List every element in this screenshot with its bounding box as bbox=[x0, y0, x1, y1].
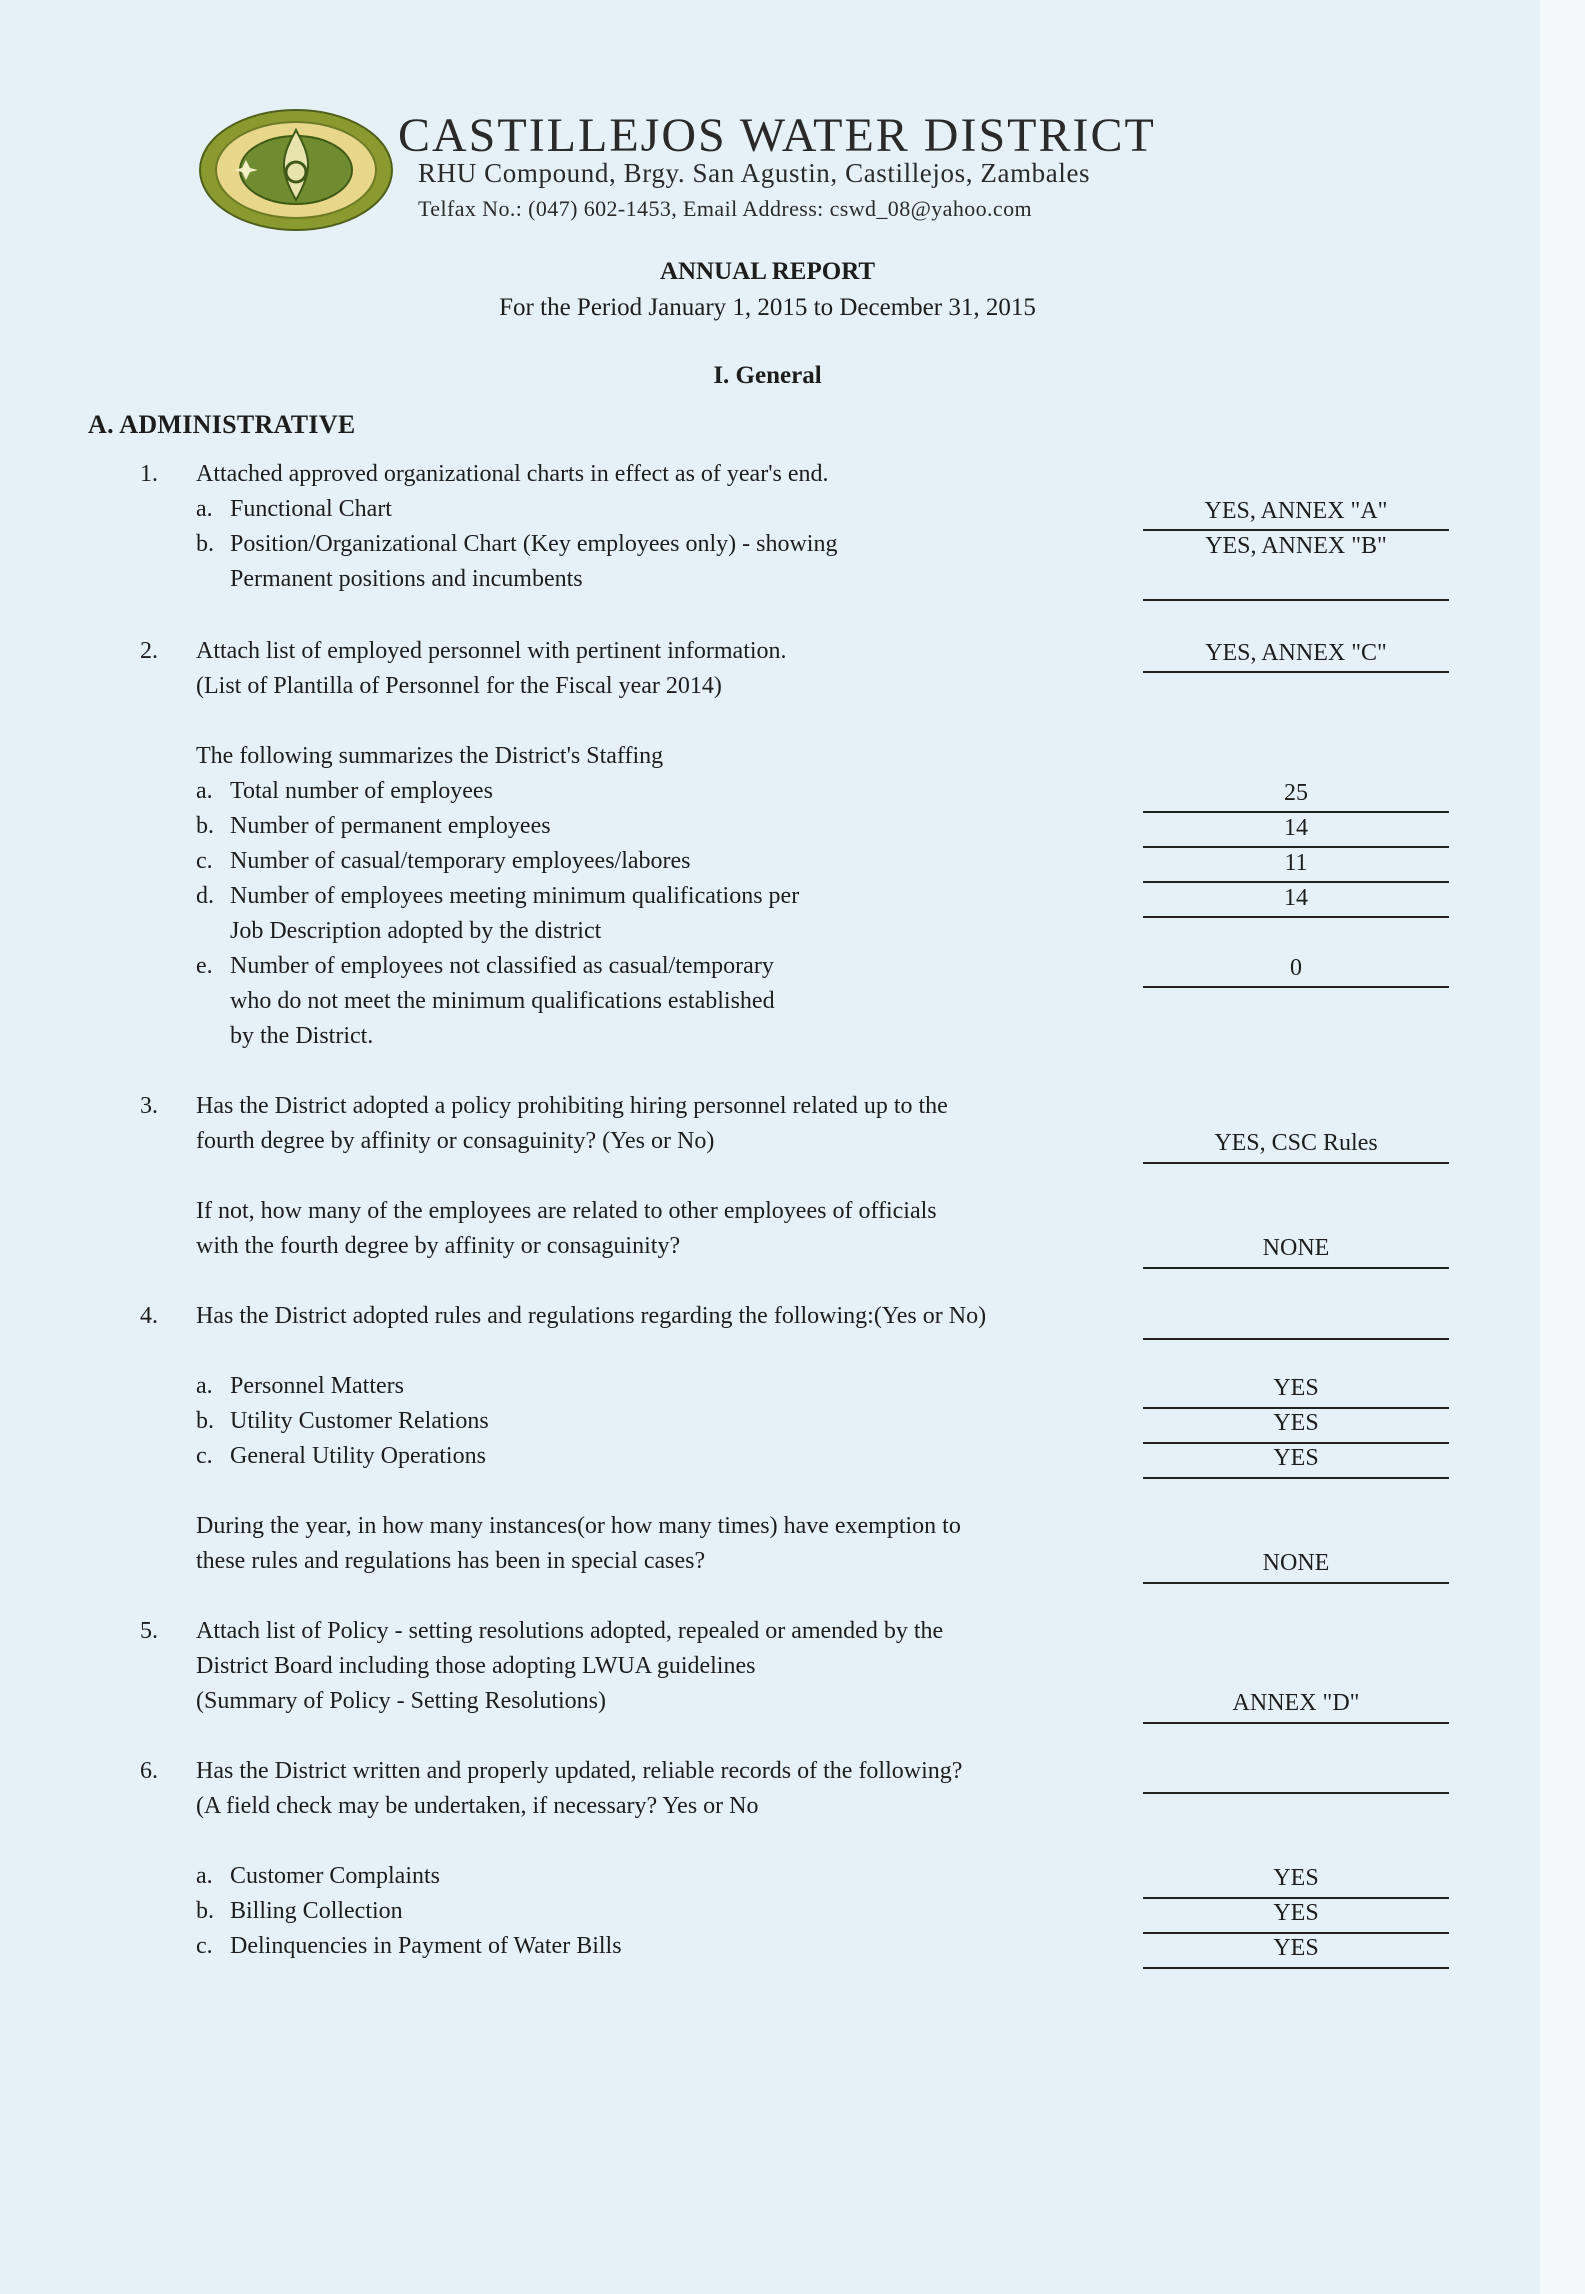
org-name: CASTILLEJOS WATER DISTRICT bbox=[398, 109, 1156, 162]
sub-item-text: General Utility Operations bbox=[230, 1443, 486, 1469]
followup-text: During the year, in how many instances(or how many times) have exemption to bbox=[196, 1513, 961, 1539]
answer-line bbox=[1143, 1442, 1449, 1444]
answer-line bbox=[1143, 811, 1449, 813]
answer-value: ANNEX "D" bbox=[1232, 1690, 1360, 1716]
answer-value: YES, ANNEX "C" bbox=[1205, 640, 1387, 666]
answer-line bbox=[1143, 1477, 1449, 1479]
answer-value: YES, CSC Rules bbox=[1214, 1130, 1378, 1156]
sub-item-text: Number of employees meeting minimum qualifications per bbox=[230, 883, 800, 909]
sub-item-text: Number of casual/temporary employees/labores bbox=[230, 848, 691, 874]
item-text: (List of Plantilla of Personnel for the Fiscal year 2014) bbox=[196, 673, 722, 699]
answer-line bbox=[1143, 881, 1449, 883]
org-telfax: Telfax No.: (047) 602-1453, Email Address: cswd_08@yahoo.com bbox=[418, 196, 1033, 221]
answer-line bbox=[1143, 1967, 1449, 1969]
sub-item-text: Billing Collection bbox=[230, 1898, 403, 1924]
answer-line bbox=[1143, 1582, 1449, 1584]
sub-item-letter: a. bbox=[196, 778, 213, 804]
item-text: (A field check may be undertaken, if necessary? Yes or No bbox=[196, 1793, 759, 1819]
answer-value: NONE bbox=[1262, 1235, 1330, 1261]
sub-item-text: Number of employees not classified as casual/temporary bbox=[230, 953, 774, 979]
item-text: Has the District adopted rules and regulations regarding the following:(Yes or No) bbox=[196, 1303, 987, 1329]
answer-value: YES bbox=[1273, 1445, 1319, 1471]
sub-item-letter: b. bbox=[196, 813, 214, 839]
followup-text: If not, how many of the employees are related to other employees of officials bbox=[196, 1198, 937, 1224]
answer-line bbox=[1143, 599, 1449, 601]
item-number: 6. bbox=[140, 1758, 158, 1784]
answer-line bbox=[1143, 1897, 1449, 1899]
sub-item-text: Permanent positions and incumbents bbox=[230, 566, 583, 592]
item-text: Has the District adopted a policy prohibiting hiring personnel related up to the bbox=[196, 1093, 948, 1119]
sub-item-text: Utility Customer Relations bbox=[230, 1408, 489, 1434]
answer-value: YES, ANNEX "B" bbox=[1205, 533, 1387, 559]
sub-item-text: who do not meet the minimum qualifications established bbox=[230, 988, 775, 1014]
answer-value: 0 bbox=[1290, 955, 1302, 981]
answer-line bbox=[1143, 1338, 1449, 1340]
answer-value: 14 bbox=[1284, 885, 1308, 911]
item-text: Attached approved organizational charts in effect as of year's end. bbox=[196, 461, 829, 487]
answer-value: YES, ANNEX "A" bbox=[1204, 498, 1388, 524]
answer-value: 25 bbox=[1284, 780, 1308, 806]
sub-item-text: Position/Organizational Chart (Key employees only) - showing bbox=[230, 531, 838, 557]
sub-item-letter: b. bbox=[196, 1898, 214, 1924]
answer-line bbox=[1143, 986, 1449, 988]
answer-line bbox=[1143, 1932, 1449, 1934]
sub-item-letter: d. bbox=[196, 883, 214, 909]
sub-item-text: Delinquencies in Payment of Water Bills bbox=[230, 1933, 622, 1959]
followup-text: with the fourth degree by affinity or consaguinity? bbox=[196, 1233, 681, 1259]
answer-value: YES bbox=[1273, 1410, 1319, 1436]
item-number: 4. bbox=[140, 1303, 158, 1329]
item-number: 3. bbox=[140, 1093, 158, 1119]
item-number: 5. bbox=[140, 1618, 158, 1644]
answer-line bbox=[1143, 1407, 1449, 1409]
sub-item-text: Personnel Matters bbox=[230, 1373, 404, 1399]
sub-item-letter: b. bbox=[196, 1408, 214, 1434]
report-title: ANNUAL REPORT bbox=[659, 258, 876, 285]
answer-value: 14 bbox=[1284, 815, 1308, 841]
item-text: Has the District written and properly updated, reliable records of the following? bbox=[196, 1758, 963, 1784]
answer-line bbox=[1143, 1792, 1449, 1794]
answer-line bbox=[1143, 1162, 1449, 1164]
answer-value: YES bbox=[1273, 1900, 1319, 1926]
sub-item-letter: b. bbox=[196, 531, 214, 557]
sub-item-letter: a. bbox=[196, 496, 213, 522]
sub-item-letter: a. bbox=[196, 1373, 213, 1399]
report-period: For the Period January 1, 2015 to December 31, 2015 bbox=[499, 294, 1036, 321]
item-text: Attach list of employed personnel with pertinent information. bbox=[196, 638, 787, 664]
item-text: Attach list of Policy - setting resolutions adopted, repealed or amended by the bbox=[196, 1618, 944, 1644]
item-text: District Board including those adopting LWUA guidelines bbox=[196, 1653, 756, 1679]
sub-item-letter: a. bbox=[196, 1863, 213, 1889]
item-number: 2. bbox=[140, 638, 158, 664]
answer-value: YES bbox=[1273, 1865, 1319, 1891]
org-address: RHU Compound, Brgy. San Agustin, Castillejos, Zambales bbox=[418, 158, 1091, 188]
section-title: I. General bbox=[713, 362, 822, 389]
answer-value: 11 bbox=[1284, 850, 1308, 876]
item-number: 1. bbox=[140, 461, 158, 487]
section-heading: A. ADMINISTRATIVE bbox=[88, 410, 356, 439]
sub-item-text: Customer Complaints bbox=[230, 1863, 440, 1889]
answer-line bbox=[1143, 916, 1449, 918]
page-edge bbox=[1540, 0, 1585, 2294]
answer-value: YES bbox=[1273, 1935, 1319, 1961]
item-text: (Summary of Policy - Setting Resolutions) bbox=[196, 1688, 606, 1714]
sub-item-text: Job Description adopted by the district bbox=[230, 918, 602, 944]
water-district-seal-icon bbox=[198, 108, 394, 232]
sub-item-letter: c. bbox=[196, 1933, 213, 1959]
answer-line bbox=[1143, 1267, 1449, 1269]
answer-line bbox=[1143, 671, 1449, 673]
sub-item-text: Total number of employees bbox=[230, 778, 493, 804]
followup-text: these rules and regulations has been in special cases? bbox=[196, 1548, 706, 1574]
sub-item-letter: c. bbox=[196, 848, 213, 874]
answer-line bbox=[1143, 846, 1449, 848]
sub-item-letter: c. bbox=[196, 1443, 213, 1469]
answer-line bbox=[1143, 529, 1449, 531]
answer-value: YES bbox=[1273, 1375, 1319, 1401]
summary-text: The following summarizes the District's Staffing bbox=[196, 743, 664, 769]
sub-item-text: Number of permanent employees bbox=[230, 813, 551, 839]
sub-item-text: Functional Chart bbox=[230, 496, 392, 522]
item-text: fourth degree by affinity or consaguinity? (Yes or No) bbox=[196, 1128, 715, 1154]
sub-item-letter: e. bbox=[196, 953, 213, 979]
answer-value: NONE bbox=[1262, 1550, 1330, 1576]
answer-line bbox=[1143, 1722, 1449, 1724]
sub-item-text: by the District. bbox=[230, 1023, 374, 1049]
